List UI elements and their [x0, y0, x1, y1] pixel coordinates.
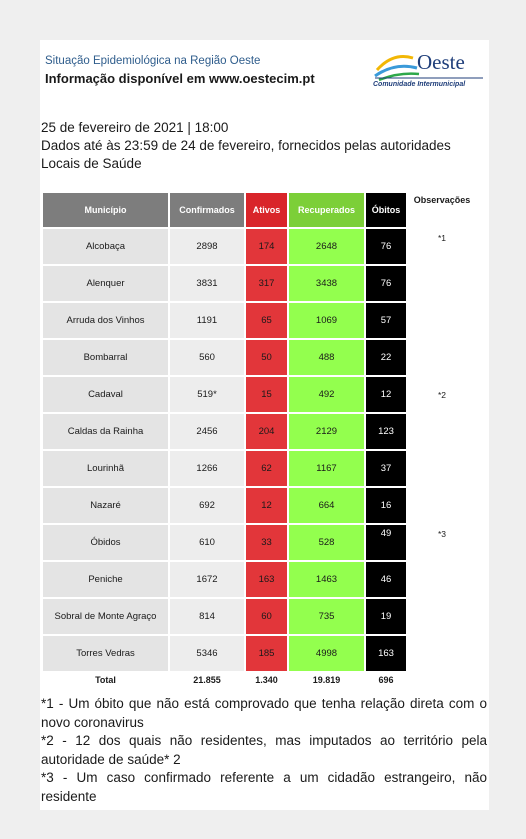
- cell-observacao: [408, 340, 476, 375]
- cell-ativos: 50: [246, 340, 287, 375]
- cell-confirmados: 2456: [170, 414, 244, 449]
- cell-recuperados: 488: [289, 340, 364, 375]
- total-obitos: 696: [366, 673, 406, 687]
- cell-confirmados: 1191: [170, 303, 244, 338]
- table-row: [43, 636, 476, 671]
- col-recuperados: Recuperados: [289, 193, 364, 227]
- cell-ativos: 15: [246, 377, 287, 412]
- table-row: [43, 229, 476, 264]
- cell-recuperados: 2129: [289, 414, 364, 449]
- cell-confirmados: 2898: [170, 229, 244, 264]
- cell-ativos: 174: [246, 229, 287, 264]
- cell-obitos: 76: [366, 229, 406, 264]
- cell-confirmados: 1672: [170, 562, 244, 597]
- cell-municipio: Alenquer: [43, 266, 168, 301]
- cell-ativos: 204: [246, 414, 287, 449]
- total-observacao: [408, 673, 476, 687]
- table-total-row: [43, 673, 476, 687]
- cell-municipio: Lourinhã: [43, 451, 168, 486]
- cell-obitos: 76: [366, 266, 406, 301]
- cell-confirmados: 814: [170, 599, 244, 634]
- cell-recuperados: 3438: [289, 266, 364, 301]
- table-row: [43, 340, 476, 375]
- total-label: Total: [43, 673, 168, 687]
- col-observacoes: Observações: [408, 193, 476, 227]
- col-ativos: Ativos: [246, 193, 287, 227]
- cell-recuperados: 1069: [289, 303, 364, 338]
- cell-ativos: 163: [246, 562, 287, 597]
- report-source: Dados até às 23:59 de 24 de fevereiro, fornecidos pelas autoridades Locais de Saúde: [41, 138, 451, 171]
- table-row: [43, 599, 476, 634]
- cell-observacao: [408, 562, 476, 597]
- cell-obitos: 37: [366, 451, 406, 486]
- cell-ativos: 33: [246, 525, 287, 560]
- footnote-2: *2 - 12 dos quais não residentes, mas imputados ao território pela autoridade de saúde* 2: [41, 733, 487, 767]
- cell-municipio: Sobral de Monte Agraço: [43, 599, 168, 634]
- cell-obitos: 19: [366, 599, 406, 634]
- cell-recuperados: 664: [289, 488, 364, 523]
- cell-observacao: [408, 488, 476, 523]
- table-row: [43, 451, 476, 486]
- cell-observacao: *2: [408, 377, 476, 412]
- header-title: Informação disponível em www.oestecim.pt: [45, 71, 315, 86]
- cell-observacao: *1: [408, 229, 476, 264]
- cell-obitos: 16: [366, 488, 406, 523]
- cell-obitos: 57: [366, 303, 406, 338]
- cell-observacao: [408, 414, 476, 449]
- table-row: [43, 488, 476, 523]
- cell-municipio: Caldas da Rainha: [43, 414, 168, 449]
- cell-municipio: Torres Vedras: [43, 636, 168, 671]
- footnotes: [41, 695, 487, 806]
- cell-municipio: Bombarral: [43, 340, 168, 375]
- cell-recuperados: 735: [289, 599, 364, 634]
- total-confirmados: 21.855: [170, 673, 244, 687]
- total-ativos: 1.340: [246, 673, 287, 687]
- footnote-1: *1 - Um óbito que não está comprovado que tenha relação direta com o novo coronavirus: [41, 696, 487, 730]
- cell-obitos: 49: [366, 525, 406, 560]
- logo-word: Oeste: [417, 50, 465, 74]
- cell-obitos: 22: [366, 340, 406, 375]
- report-datetime: 25 de fevereiro de 2021 | 18:00: [41, 120, 229, 135]
- cell-confirmados: 560: [170, 340, 244, 375]
- header-subtitle: Situação Epidemiológica na Região Oeste: [45, 55, 261, 67]
- report-date-block: [41, 119, 489, 173]
- table-row: [43, 525, 476, 560]
- table-row: [43, 266, 476, 301]
- cell-municipio: Arruda dos Vinhos: [43, 303, 168, 338]
- table-row: [43, 562, 476, 597]
- col-municipio: Município: [43, 193, 168, 227]
- cell-ativos: 60: [246, 599, 287, 634]
- cell-confirmados: 610: [170, 525, 244, 560]
- oeste-logo: [373, 44, 485, 96]
- cell-observacao: [408, 303, 476, 338]
- footnote-3: *3 - Um caso confirmado referente a um cidadão estrangeiro, não residente: [41, 770, 487, 804]
- cell-confirmados: 519*: [170, 377, 244, 412]
- col-obitos: Óbitos: [366, 193, 406, 227]
- cell-ativos: 317: [246, 266, 287, 301]
- cell-recuperados: 1463: [289, 562, 364, 597]
- cell-ativos: 185: [246, 636, 287, 671]
- report-card: [40, 40, 489, 810]
- cell-municipio: Alcobaça: [43, 229, 168, 264]
- cell-confirmados: 1266: [170, 451, 244, 486]
- cell-municipio: Nazaré: [43, 488, 168, 523]
- table-row: [43, 414, 476, 449]
- cell-observacao: *3: [408, 525, 476, 560]
- cell-confirmados: 3831: [170, 266, 244, 301]
- cell-recuperados: 2648: [289, 229, 364, 264]
- cell-observacao: [408, 599, 476, 634]
- total-recuperados: 19.819: [289, 673, 364, 687]
- cell-recuperados: 4998: [289, 636, 364, 671]
- cell-confirmados: 5346: [170, 636, 244, 671]
- cell-obitos: 123: [366, 414, 406, 449]
- cell-ativos: 12: [246, 488, 287, 523]
- cell-municipio: Óbidos: [43, 525, 168, 560]
- table-header-row: [43, 193, 476, 227]
- logo-tagline: Comunidade Intermunicipal: [373, 81, 466, 88]
- table-row: [43, 377, 476, 412]
- cell-obitos: 12: [366, 377, 406, 412]
- cell-obitos: 163: [366, 636, 406, 671]
- covid-table: [41, 191, 478, 689]
- cell-recuperados: 492: [289, 377, 364, 412]
- cell-ativos: 62: [246, 451, 287, 486]
- cell-confirmados: 692: [170, 488, 244, 523]
- cell-ativos: 65: [246, 303, 287, 338]
- cell-obitos: 46: [366, 562, 406, 597]
- cell-observacao: [408, 451, 476, 486]
- cell-observacao: [408, 636, 476, 671]
- table-row: [43, 303, 476, 338]
- col-confirmados: Confirmados: [170, 193, 244, 227]
- cell-municipio: Cadaval: [43, 377, 168, 412]
- cell-recuperados: 1167: [289, 451, 364, 486]
- cell-recuperados: 528: [289, 525, 364, 560]
- cell-observacao: [408, 266, 476, 301]
- cell-municipio: Peniche: [43, 562, 168, 597]
